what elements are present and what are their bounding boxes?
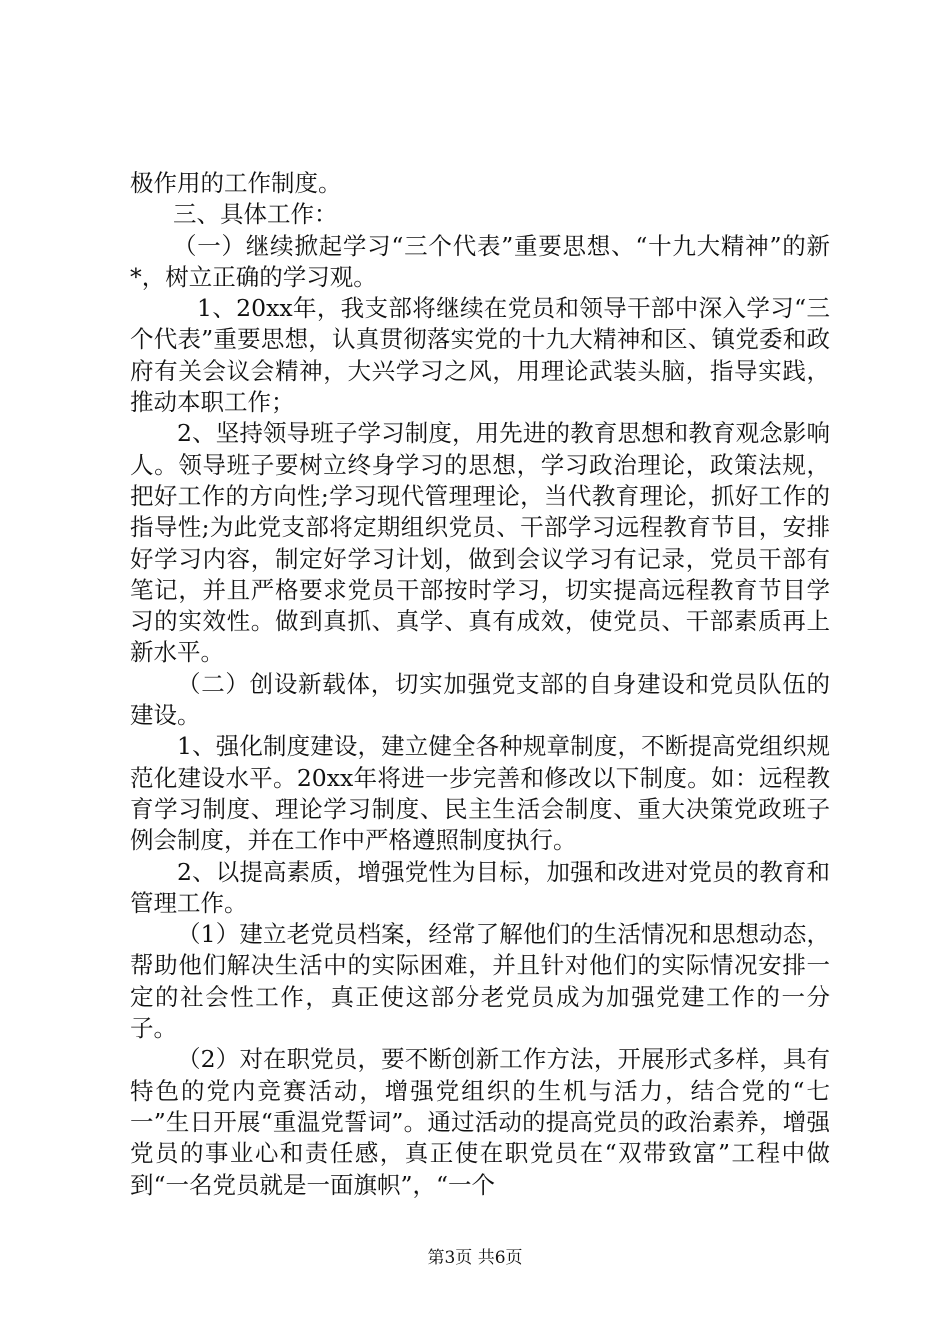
paragraph-5: 2、坚持领导班子学习制度，用先进的教育思想和教育观念影响人。领导班子要树立终身学习的思想，学习政治理论，政策法规，把好工作的方向性;学习现代管理理论，当代教育理论，抓好工作的指导性;为此党支部将定期组织党员、干部学习远程教育节目，安排好学习内容，制定好学习计划，做到会议学习有记录，党员干部有笔记，并且严格要求党员干部按时学习，切实提高远程教育节目学习的实效性。做到真抓、真学、真有成效，使党员、干部素质再上新水平。 [130, 419, 830, 667]
paragraph-9: （1）建立老党员档案，经常了解他们的生活情况和思想动态，帮助他们解决生活中的实际困难，并且针对他们的实际情况安排一定的社会性工作，真正使这部分老党员成为加强党建工作的一分子。 [130, 920, 830, 1043]
paragraph-2: 三、具体工作： [173, 200, 338, 229]
paragraph-1: 极作用的工作制度。 [130, 169, 342, 197]
paragraph-8: 2、以提高素质，增强党性为目标，加强和改进对党员的教育和管理工作。 [130, 857, 830, 917]
paragraph-7: 1、强化制度建设，建立健全各种规章制度，不断提高党组织规范化建设水平。20xx年将进一步完善和修改以下制度。如：远程教育学习制度、理论学习制度、民主生活会制度、重大决策党政班子例会制度，并在工作中严格遵照制度执行。 [130, 732, 830, 855]
paragraph-6: （二）创设新载体，切实加强党支部的自身建设和党员队伍的建设。 [130, 669, 830, 730]
paragraph-4: 1、20xx年，我支部将继续在党员和领导干部中深入学习“三个代表”重要思想，认真贯彻落实党的十九大精神和区、镇党委和政府有关会议会精神，大兴学习之风，用理论武装头脑，指导实践，推动本职工作； [130, 294, 830, 417]
paragraph-10: （2）对在职党员，要不断创新工作方法，开展形式多样，具有特色的党内竞赛活动，增强党组织的生机与活力，结合党的“七一”生日开展“重温党誓词”。通过活动的提高党员的政治素养，增强党员的事业心和责任感，真正使在职党员在“双带致富”工程中做到“一名党员就是一面旗帜”，“一个 [130, 1045, 830, 1199]
document-body [130, 168, 830, 1201]
paragraph-3: （一）继续掀起学习“三个代表”重要思想、“十九大精神”的新*，树立正确的学习观。 [130, 231, 830, 291]
page-number-footer: 第3页 共6页 [427, 1248, 523, 1268]
